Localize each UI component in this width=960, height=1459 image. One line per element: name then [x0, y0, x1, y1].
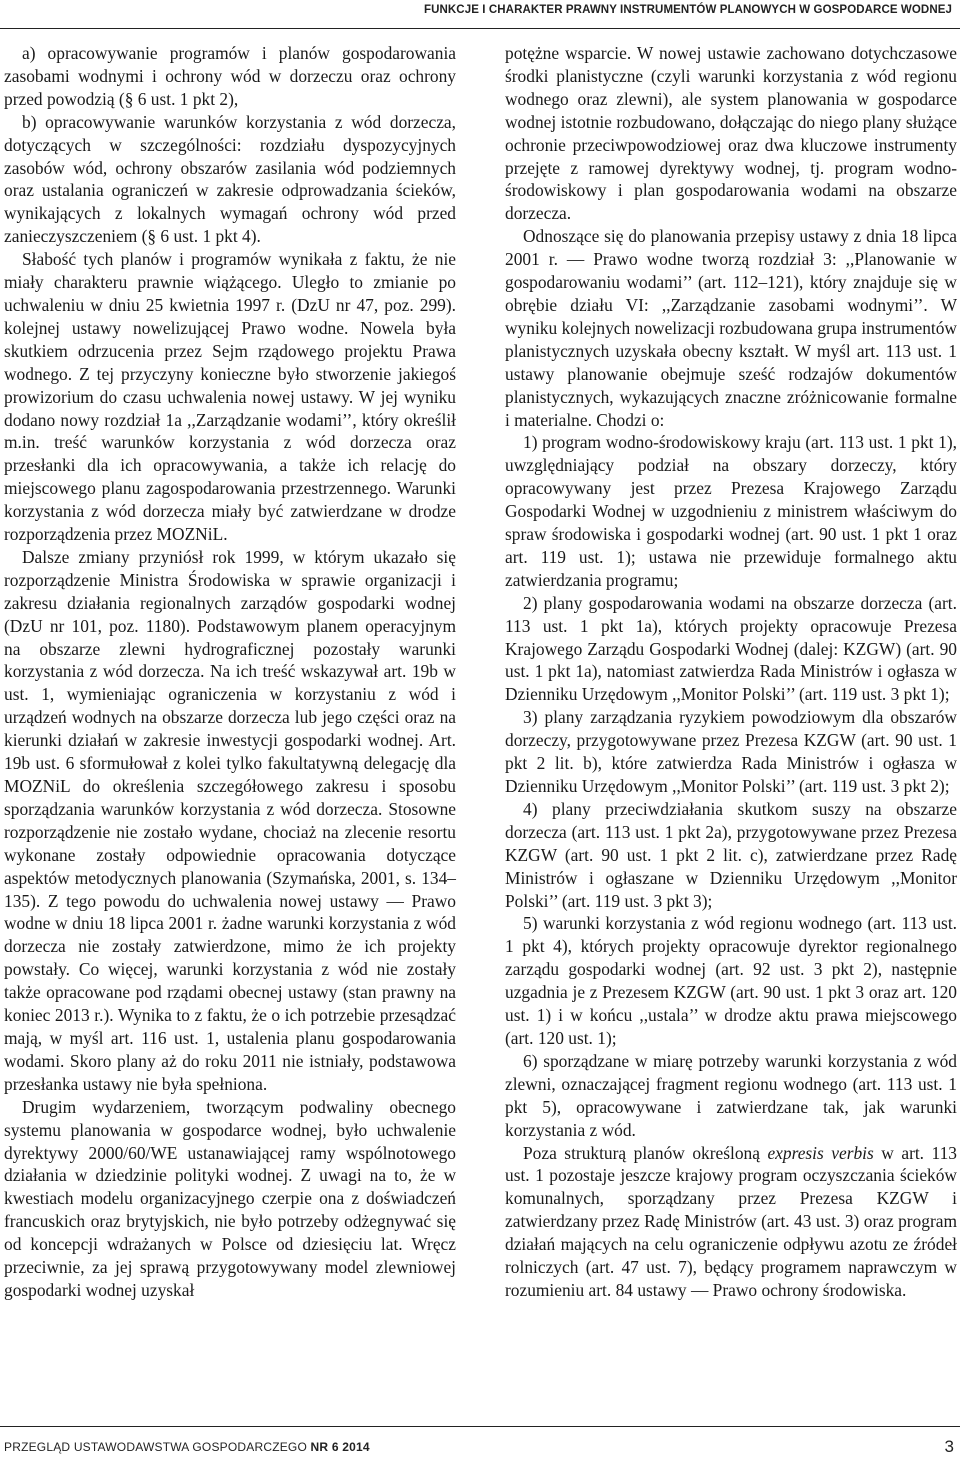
- left-column: [4, 42, 456, 1302]
- right-paragraph-2: Odnoszące się do planowania przepisy ustawy z dnia 18 lipca 2001 r. — Prawo wodne tworzą rozdział 3: ,,Planowanie w gospodarowaniu wodami’’ (art. 112–121), który znajduje się w obrębie działu VI: ,,Zarządzanie zasobami wodnymi’’. W wyniku kolejnych nowelizacji rozbudowana grupa instrumentów planistycznych uzyskała obecny kształt. W myśl art. 113 ust. 1 ustawy planowanie obejmuje sześć rodzajów dokumentów planistycznych, wykazujących znaczne zróżnicowanie formalne i materialne. Chodzi o:: [505, 226, 957, 430]
- right-column: [505, 42, 957, 1302]
- list-item-3: 3) plany zarządzania ryzykiem powodziowym dla obszarów dorzeczy, przygotowywane przez Prezesa KZGW (art. 90 ust. 1 pkt 2 lit. b), które zatwierdza Rada Ministrów i ogłasza w Dzienniku Urzędowym ,,Monitor Polski’’ (art. 119 ust. 3 pkt 2);: [505, 707, 957, 796]
- right-paragraph-1: potężne wsparcie. W nowej ustawie zachowano dotychczasowe środki planistyczne (czyli warunki korzystania z wód regionu wodnego oraz zlewni), ale system planowania w gospodarce wodnej istotnie rozbudowano, dołączając do niego plany służące ochronie przeciwpowodziowej oraz dwa kluczowe instrumenty przejęte z ramowej dyrektywy wodnej, tj. program wodno-środowiskowy i plan gospodarowania wodami na obszarze dorzecza.: [505, 43, 957, 224]
- issue-number: NR 6 2014: [310, 1440, 370, 1454]
- left-paragraph-1: a) opracowywanie programów i planów gospodarowania zasobami wodnymi i ochrony wód w dorzeczu oraz ochrony przed powodzią (§ 6 ust. 1 pkt 2),: [4, 43, 456, 109]
- final-text-end: w art. 113 ust. 1 pozostaje jeszcze krajowy program oczyszczania ścieków komunalnych, sporządzany przez Prezesa KZGW i zatwierdzany przez Radę Ministrów (art. 43 ust. 3) oraz program działań mających na celu ograniczenie odpływu azotu ze źródeł rolniczych (art. 47 ust. 7), będący programem naprawczym w rozumieniu art. 84 ustawy — Prawo ochrony środowiska.: [505, 1142, 957, 1300]
- page-number: 3: [944, 1437, 954, 1456]
- left-paragraph-3: Słabość tych planów i programów wynikała z faktu, że nie miały charakteru prawnie wiążącego. Uległo to zmianie po uchwaleniu w dniu 25 kwietnia 1997 r. (DzU nr 47, poz. 299). kolejnej ustawy nowelizującej Prawo wodne. Nowela była skutkiem odrzucenia przez Sejm rządowego projektu Prawa wodnego. Z tej przyczyny konieczne było stworzenie jakiegoś prowizorium do czasu uchwalenia nowej ustawy. W jej wyniku dodano nowy rozdział 1a ,,Zarządzanie wodami’’, który określił m.in. treść warunków korzystania z wód dorzecza oraz przesłanki dla ich opracowywania, a także ich relację do miejscowego planu zagospodarowania przestrzennego. Warunki korzystania z wód dorzecza miały być zatwierdzane w drodze rozporządzenia przez MOZNiL.: [4, 249, 456, 545]
- footer-journal: [4, 1440, 370, 1454]
- left-paragraph-4: Dalsze zmiany przyniósł rok 1999, w którym ukazało się rozporządzenie Ministra Środowiska w sprawie organizacji i zakresu działania regionalnych zarządów gospodarki wodnej (DzU nr 101, poz. 1180). Podstawowym planem operacyjnym na obszarze zlewni hydrograficznej pozostały warunki korzystania z wód dorzecza. Na ich treść wskazywał art. 19b w ust. 1, wymieniając ograniczenia w korzystaniu z wód i urządzeń wodnych na obszarze dorzecza lub jego części oraz na kierunki działań w zakresie inwestycji gospodarki wodnej. Art. 19b ust. 6 sformułował z kolei tylko fakultatywną delegację dla MOZNiL do określenia szczegółowego zakresu i sposobu sporządzania warunków korzystania z wód dorzecza. Stosowne rozporządzenie nie zostało wydane, chociaż na zlecenie resortu wykonane zostały odpowiednie opracowania dotyczące aspektów metodycznych planowania (Szymańska, 2001, s. 134–135). Z tego powodu do uchwalenia nowej ustawy — Prawo wodne w dniu 18 lipca 2001 r. żadne warunki korzystania z wód dorzecza nie zostały zatwierdzone, mimo że ich projekty powstały. Co więcej, warunki korzystania z wód nie zostały także opracowane pod rządami obecnej ustawy (stan prawny na koniec 2013 r.). Wynika to z faktu, że o ich potrzebie przesądzać mają, w myśl art. 116 ust. 1, ustalenia planu gospodarowania wodami. Skoro plany aż do roku 2011 nie istniały, podstawowa przesłanka ustawy nie była spełniona.: [4, 546, 456, 1094]
- final-text-italic: expresis verbis: [767, 1142, 874, 1163]
- list-item-5: 5) warunki korzystania z wód regionu wodnego (art. 113 ust. 1 pkt 4), których projekty opracowuje dyrektor regionalnego zarządu gospodarki wodnej (art. 92 ust. 3 pkt 2), następnie uzgadnia je z Prezesem KZGW (art. 90 ust. 1 pkt 3 oraz art. 120 ust. 1) i w końcu ,,ustala’’ w drodze aktu prawa miejscowego (art. 120 ust. 1);: [505, 913, 957, 1048]
- left-paragraph-2: b) opracowywanie warunków korzystania z wód dorzecza, dotyczących w szczególności: rozdziału dyspozycyjnych zasobów wód, ochrony obszarów zasilania wód podziemnych oraz ustalania ograniczeń w zakresie odprowadzania ścieków, wynikających z lokalnych wymagań ochrony wód przed zanieczyszczeniem (§ 6 ust. 1 pkt 4).: [4, 111, 456, 247]
- running-header: FUNKCJE I CHARAKTER PRAWNY INSTRUMENTÓW PLANOWYCH W GOSPODARCE WODNEJ: [423, 4, 952, 16]
- header-rule: [0, 28, 960, 29]
- left-paragraph-5: Drugim wydarzeniem, tworzącym podwaliny obecnego systemu planowania w gospodarce wodnej, było uchwalenie dyrektywy 2000/60/WE ustanawiającej ramy wspólnotowego działania w dziedzinie polityki wodnej. Z uwagi na to, że w kwestiach modelu organizacyjnego czerpie ona z doświadczeń francuskich oraz brytyjskich, nie było potrzeby odżegnywać się od koncepcji wdrażanych w Polsce od dziesięciu lat. Wręcz przeciwnie, za jej sprawą przygotowywany model zlewniowej gospodarki wodnej uzyskał: [4, 1096, 456, 1300]
- list-item-4: 4) plany przeciwdziałania skutkom suszy na obszarze dorzecza (art. 113 ust. 1 pkt 2a), przygotowywane przez Prezesa KZGW (art. 90 ust. 1 pkt 2 lit. c), zatwierdzane przez Radę Ministrów i ogłaszane w Dzienniku Urzędowym ,,Monitor Polski’’ (art. 119 ust. 3 pkt 3);: [505, 798, 957, 911]
- final-text-start: Poza strukturą planów określoną: [523, 1142, 768, 1163]
- list-item-6: 6) sporządzane w miarę potrzeby warunki korzystania z wód zlewni, oznaczającej fragment regionu wodnego (art. 113 ust. 1 pkt 5), opracowywane i zatwierdzane tak, jak warunki korzystania z wód.: [505, 1050, 957, 1140]
- list-item-2: 2) plany gospodarowania wodami na obszarze dorzecza (art. 113 ust. 1 pkt 1a), których projekty opracowuje Prezesa Krajowego Zarządu Gospodarki Wodnej (dalej: KZGW) (art. 90 ust. 1 pkt 1a), natomiast zatwierdza Rada Ministrów i ogłasza w Dzienniku Urzędowym ,,Monitor Polski’’ (art. 119 ust. 3 pkt 1);: [505, 592, 957, 705]
- footer-rule: [0, 1426, 960, 1427]
- right-paragraph-final: [505, 1142, 957, 1302]
- list-item-1: 1) program wodno-środowiskowy kraju (art. 113 ust. 1 pkt 1), uwzględniający podział na obszary dorzeczy, który opracowywany jest przez Prezesa Krajowego Zarządu Gospodarki Wodnej w uzgodnieniu z ministrem właściwym do spraw środowiska i gospodarki wodnej (art. 90 ust. 1 pkt 1 oraz art. 119 ust. 1); ustawa nie przewiduje formalnego aktu zatwierdzania programu;: [505, 432, 957, 590]
- journal-title: PRZEGLĄD USTAWODAWSTWA GOSPODARCZEGO: [4, 1440, 307, 1454]
